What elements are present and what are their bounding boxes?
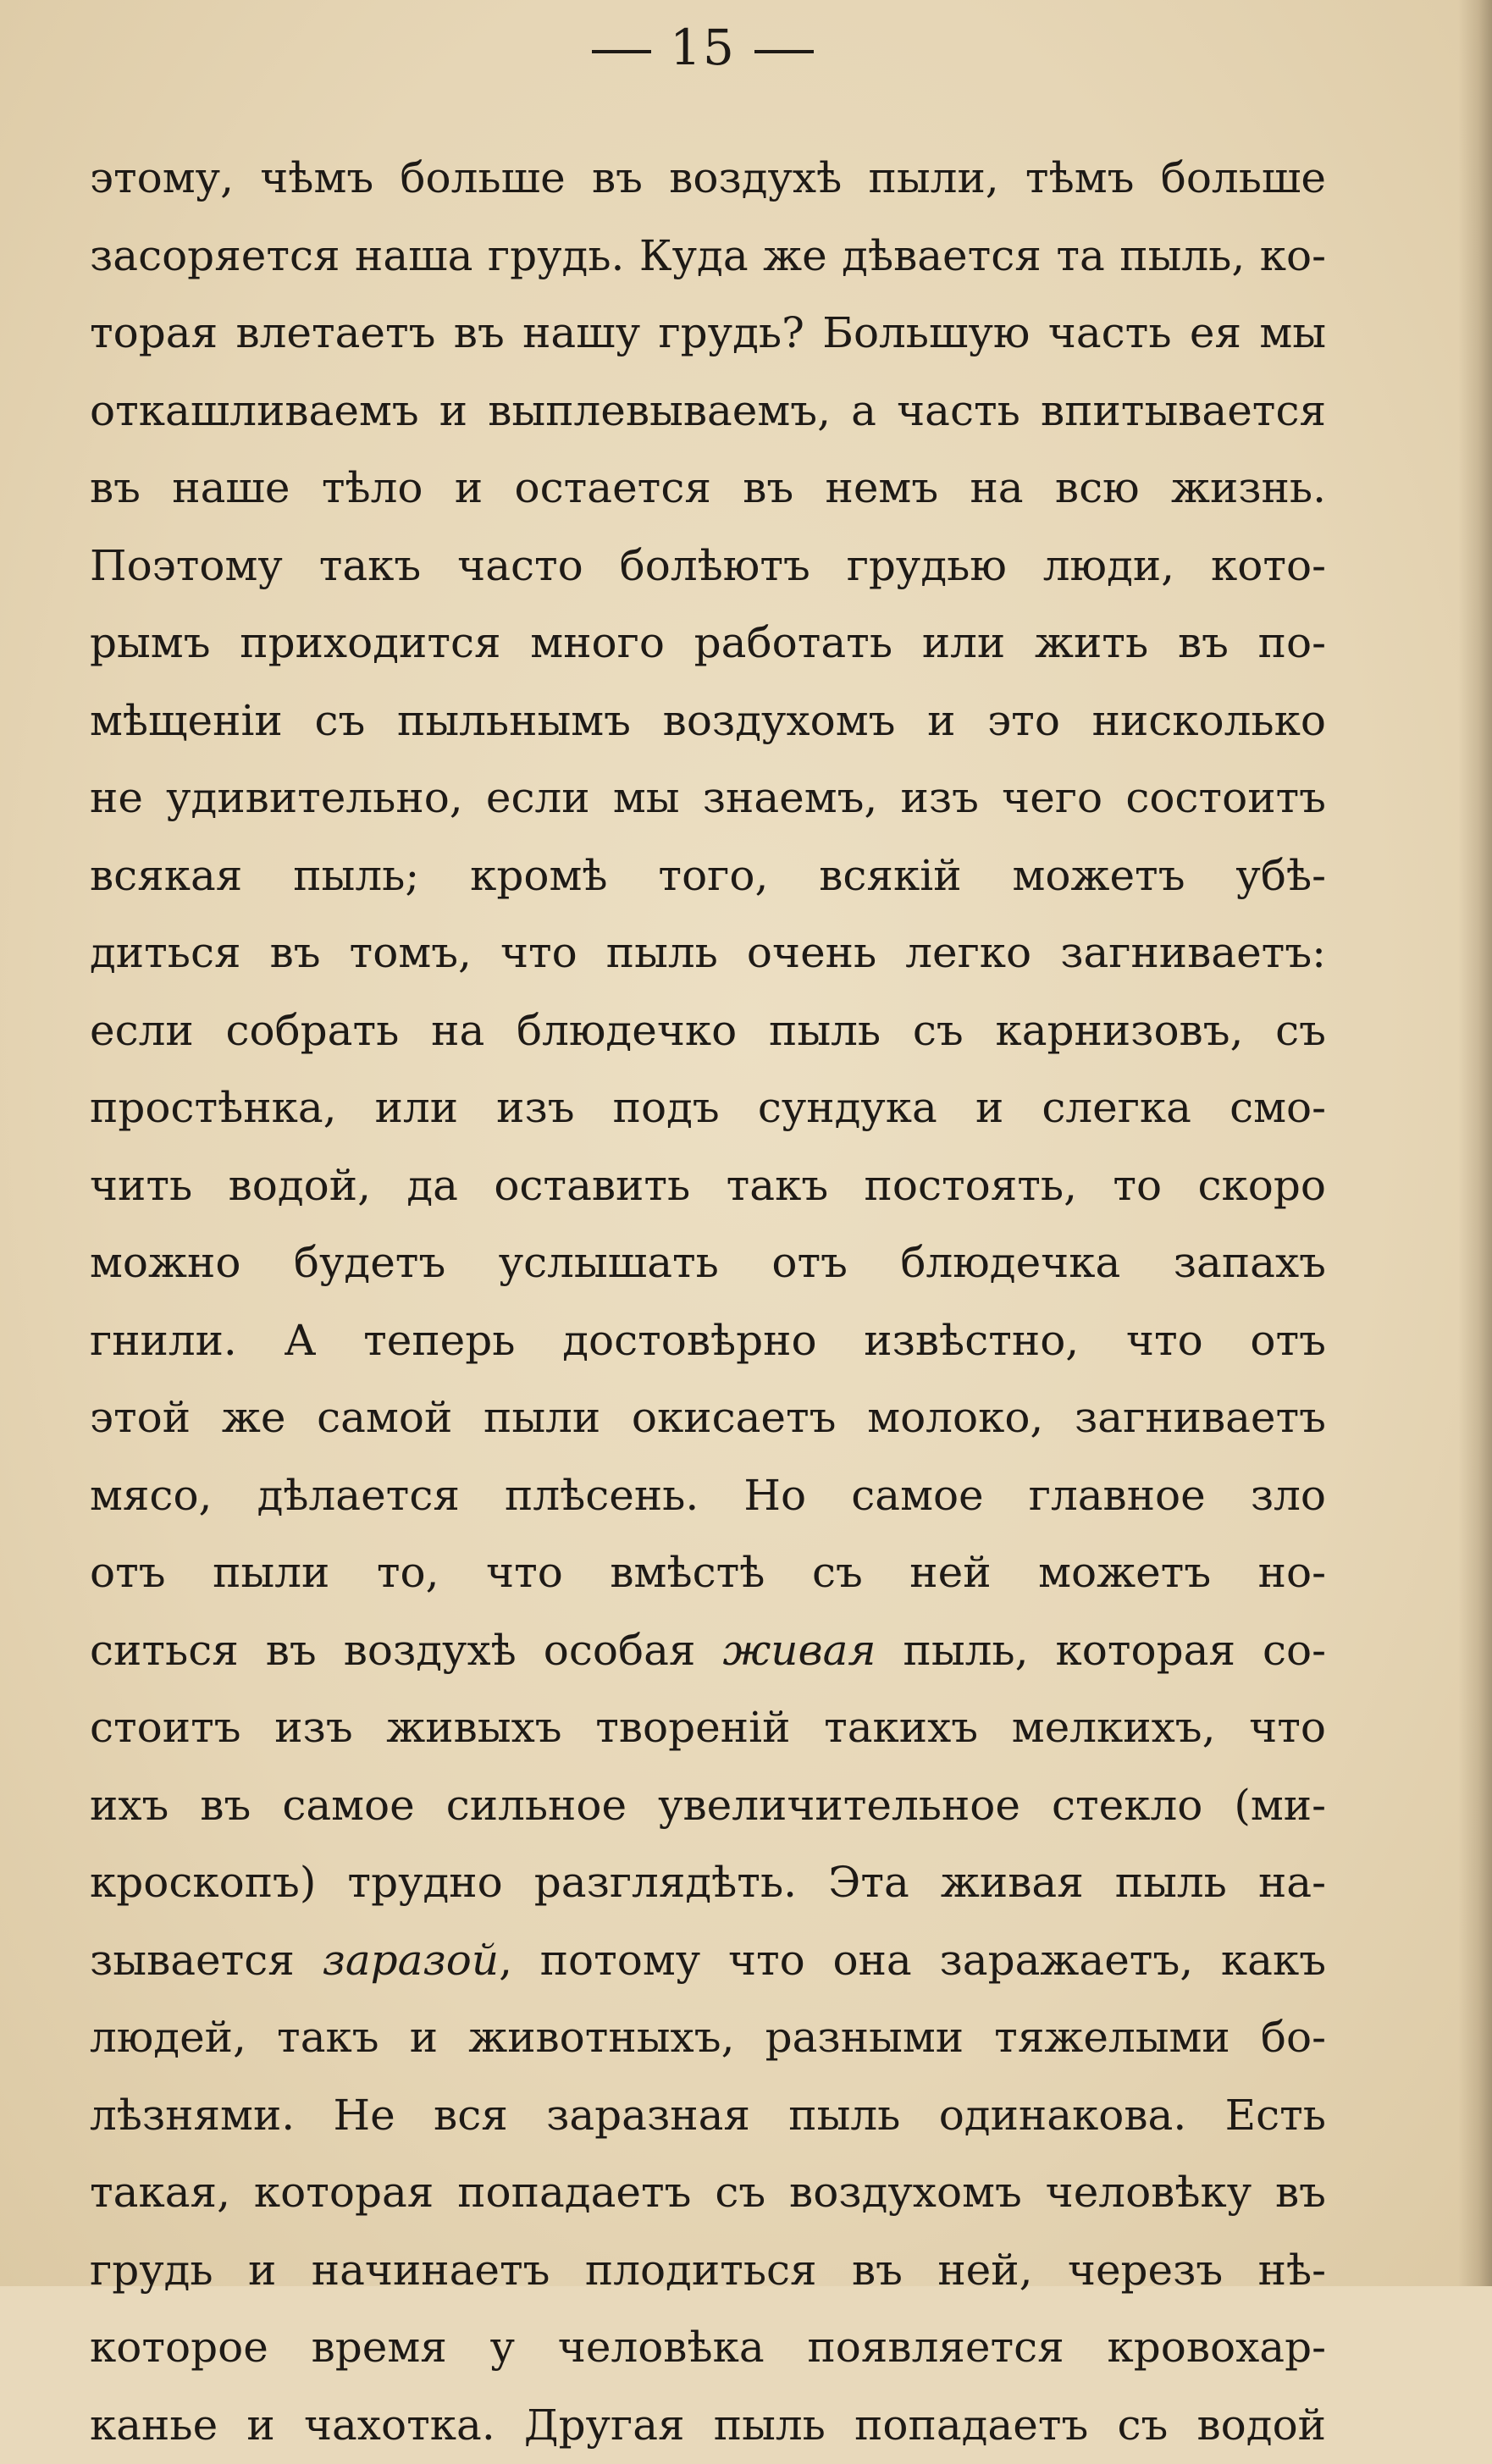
text-line: грудь и начинаетъ плодиться въ ней, черезъ нѣ- [90, 2232, 1326, 2310]
text-line: чить водой, да оставить такъ постоять, то скоро [90, 1147, 1326, 1225]
text-line: ихъ въ самое сильное увеличительное стекло (ми- [90, 1767, 1326, 1845]
text-line: которое время у человѣка появляется кровохар- [90, 2309, 1326, 2387]
text-line: всякая пыль; кромѣ того, всякiй можетъ убѣ- [90, 837, 1326, 915]
text-line: такая, которая попадаетъ съ воздухомъ человѣку въ [90, 2154, 1326, 2232]
text-line: мясо, дѣлается плѣсень. Но самое главное зло [90, 1457, 1326, 1535]
text-line: засоряется наша грудь. Куда же дѣвается та пыль, ко- [90, 218, 1326, 296]
page-number-dash-right [754, 50, 814, 53]
text-segment: ситься въ воздухѣ особая [90, 1626, 722, 1675]
text-line: торая влетаетъ въ нашу грудь? Большую часть ея мы [90, 295, 1326, 373]
page-number [0, 19, 1406, 76]
text-line: этой же самой пыли окисаетъ молоко, загниваетъ [90, 1379, 1326, 1457]
text-segment: пыль, которая со- [876, 1626, 1326, 1675]
text-line: Поэтому такъ часто болѣютъ грудью люди, кото- [90, 528, 1326, 605]
text-line: гнили. А теперь достовѣрно извѣстно, что отъ [90, 1302, 1326, 1380]
text-line: простѣнка, или изъ подъ сундука и слегка смо- [90, 1069, 1326, 1147]
text-line: мѣщенiи съ пыльнымъ воздухомъ и это нисколько [90, 682, 1326, 760]
text-line: если собрать на блюдечко пыль съ карнизовъ, съ [90, 992, 1326, 1070]
page-number-dash-left [592, 50, 651, 53]
text-line: можно будетъ услышать отъ блюдечка запахъ [90, 1224, 1326, 1302]
text-line-with-italic [90, 1612, 1326, 1690]
text-line-with-italic [90, 1922, 1326, 2000]
italic-term: заразой [323, 1936, 499, 1985]
page-number-value: 15 [670, 19, 736, 76]
text-line: отъ пыли то, что вмѣстѣ съ ней можетъ но- [90, 1534, 1326, 1612]
page-edge-shadow [1458, 0, 1492, 2286]
text-line: стоитъ изъ живыхъ творенiй такихъ мелкихъ, что [90, 1689, 1326, 1767]
text-line: лѣзнями. Не вся заразная пыль одинакова. Есть [90, 2077, 1326, 2155]
text-line: въ наше тѣло и остается въ немъ на всю жизнь. [90, 450, 1326, 528]
text-line: кроскопъ) трудно разглядѣть. Эта живая пыль на- [90, 1844, 1326, 1922]
text-line: канье и чахотка. Другая пыль попадаетъ съ водой [90, 2387, 1326, 2464]
text-segment: , потому что она заражаетъ, какъ [499, 1936, 1326, 1985]
text-segment: зывается [90, 1936, 323, 1985]
text-line: откашливаемъ и выплевываемъ, а часть впитывается [90, 373, 1326, 450]
text-line: не удивительно, если мы знаемъ, изъ чего состоитъ [90, 760, 1326, 837]
text-line: этому, чѣмъ больше въ воздухѣ пыли, тѣмъ больше [90, 140, 1326, 218]
text-line: диться въ томъ, что пыль очень легко загниваетъ: [90, 914, 1326, 992]
text-line: рымъ приходится много работать или жить въ по- [90, 605, 1326, 682]
italic-term: живая [722, 1626, 876, 1675]
body-text [90, 140, 1326, 2464]
text-line: людей, такъ и животныхъ, разными тяжелыми бо- [90, 1999, 1326, 2077]
